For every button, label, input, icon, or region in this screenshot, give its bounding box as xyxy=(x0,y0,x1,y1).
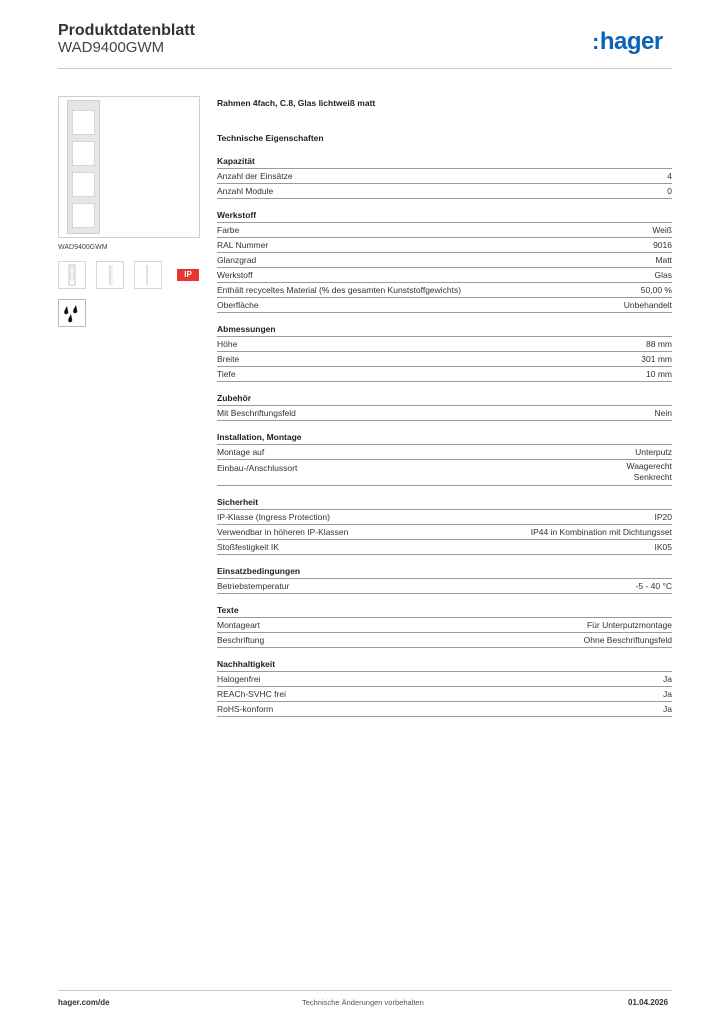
spec-section-title: Werkstoff xyxy=(217,209,672,223)
spec-value xyxy=(655,253,672,267)
spec-value-line: Nein xyxy=(654,408,672,418)
spec-value xyxy=(624,298,672,312)
spec-value xyxy=(655,510,673,524)
spec-sections xyxy=(217,155,672,717)
water-drops-icon xyxy=(58,299,86,327)
spec-value-line: Weiß xyxy=(652,225,672,235)
spec-value xyxy=(655,268,672,282)
drawing-back-icon xyxy=(135,262,161,288)
hager-logo[interactable] xyxy=(592,28,663,56)
product-code: WAD9400GWM xyxy=(58,39,165,56)
spec-section-title: Zubehör xyxy=(217,392,672,406)
spec-value-line: 0 xyxy=(667,186,672,196)
spec-value xyxy=(584,633,672,647)
spec-section xyxy=(217,209,672,313)
footer-date: 01.04.2026 xyxy=(628,998,669,1007)
spec-label: REACh-SVHC frei xyxy=(217,689,286,699)
spec-value-line: Glas xyxy=(654,270,672,280)
spec-label: Enthält recyceltes Material (% des gesamten Kunststoffgewichts) xyxy=(217,285,462,295)
spec-value xyxy=(667,184,672,198)
spec-value-line: 10 mm xyxy=(646,369,672,379)
spec-label: Betriebstemperatur xyxy=(217,581,290,591)
footer-website-link[interactable]: hager.com/de xyxy=(58,998,110,1007)
specifications xyxy=(217,96,672,717)
spec-value xyxy=(655,406,672,420)
ip-rating-icon: IP xyxy=(177,269,199,281)
spec-section xyxy=(217,431,672,486)
spec-row xyxy=(217,633,672,648)
thumbnail-drawing-front[interactable] xyxy=(58,261,86,289)
spec-row xyxy=(217,510,672,525)
spec-section-title: Einsatzbedingungen xyxy=(217,565,672,579)
spec-label: Anzahl Module xyxy=(217,186,274,196)
frame-cell xyxy=(72,203,95,228)
spec-label: Höhe xyxy=(217,339,238,349)
spec-section-title: Texte xyxy=(217,604,672,618)
spec-label: Werkstoff xyxy=(217,270,253,280)
footer-disclaimer: Technische Änderungen vorbehalten xyxy=(302,998,424,1007)
spec-value-line: 4 xyxy=(667,171,672,181)
spec-label: IP-Klasse (Ingress Protection) xyxy=(217,512,330,522)
spec-row xyxy=(217,460,672,486)
spec-label: RoHS-konform xyxy=(217,704,274,714)
spec-value xyxy=(655,540,673,554)
spec-label: Montage auf xyxy=(217,447,265,457)
spec-label: Mit Beschriftungsfeld xyxy=(217,408,296,418)
spec-value xyxy=(641,283,672,297)
spec-value xyxy=(636,579,672,593)
spec-label: Verwendbar in höheren IP-Klassen xyxy=(217,527,349,537)
spec-row xyxy=(217,367,672,382)
spec-row xyxy=(217,445,672,460)
spec-row xyxy=(217,687,672,702)
thumbnail-drawing-back[interactable] xyxy=(134,261,162,289)
spec-value-line: IP44 in Kombination mit Dichtungsset xyxy=(530,527,672,537)
spec-value xyxy=(646,367,672,381)
spec-row xyxy=(217,238,672,253)
spec-value-line: 50,00 % xyxy=(640,285,672,295)
spec-value xyxy=(587,618,672,632)
spec-label: Tiefe xyxy=(217,369,236,379)
spec-row xyxy=(217,337,672,352)
spec-value-line: Ja xyxy=(663,704,672,714)
spec-section-title: Installation, Montage xyxy=(217,431,672,445)
spec-value-line: 88 mm xyxy=(646,339,672,349)
spec-value-line: 301 mm xyxy=(641,354,672,364)
spec-row xyxy=(217,540,672,555)
spec-value-line: Ohne Beschriftungsfeld xyxy=(583,635,672,645)
page-title: Produktdatenblatt xyxy=(58,22,195,39)
spec-row xyxy=(217,579,672,594)
spec-row xyxy=(217,525,672,540)
spec-row xyxy=(217,702,672,717)
frame-cell xyxy=(72,172,95,197)
product-image xyxy=(58,96,200,238)
spec-section-title: Kapazität xyxy=(217,155,672,169)
spec-label: Beschriftung xyxy=(217,635,265,645)
spec-section xyxy=(217,323,672,382)
spec-label: Farbe xyxy=(217,225,240,235)
spec-value xyxy=(667,169,672,183)
spec-value xyxy=(663,672,672,686)
spec-value-line: Ja xyxy=(663,689,672,699)
spec-value-line: Matt xyxy=(655,255,672,265)
spec-row xyxy=(217,672,672,687)
spec-value-line: Unbehandelt xyxy=(623,300,672,310)
image-caption: WAD9400GWM xyxy=(58,244,108,251)
spec-value-line: IP20 xyxy=(654,512,672,522)
spec-value-line: Ja xyxy=(663,674,672,684)
logo-text: hager xyxy=(599,28,663,55)
spec-value xyxy=(531,525,672,539)
spec-section xyxy=(217,155,672,199)
product-title: Rahmen 4fach, C.8, Glas lichtweiß matt xyxy=(217,98,376,108)
spec-value-line: 9016 xyxy=(653,240,672,250)
spec-section-title: Sicherheit xyxy=(217,496,672,510)
spec-row xyxy=(217,352,672,367)
footer-divider xyxy=(58,990,672,991)
spec-label: Stoßfestigkeit IK xyxy=(217,542,279,552)
spec-row xyxy=(217,283,672,298)
spec-value-line: Senkrecht xyxy=(633,472,672,482)
spec-value xyxy=(641,352,672,366)
spec-value xyxy=(635,445,672,459)
spec-value xyxy=(663,702,672,716)
spec-row xyxy=(217,184,672,199)
spec-section-title: Nachhaltigkeit xyxy=(217,658,672,672)
spec-row xyxy=(217,298,672,313)
spec-label: Oberfläche xyxy=(217,300,259,310)
header-divider xyxy=(58,68,672,69)
spec-row xyxy=(217,253,672,268)
spec-value-line: Für Unterputzmontage xyxy=(586,620,672,630)
spec-value-line: -5 - 40 °C xyxy=(635,581,672,591)
spec-row xyxy=(217,268,672,283)
logo-dots-icon: : xyxy=(592,29,599,54)
drawing-side-icon xyxy=(97,262,123,288)
spec-value xyxy=(652,223,672,237)
spec-label: Montageart xyxy=(217,620,260,630)
spec-value-line: Unterputz xyxy=(635,447,672,457)
spec-section-title: Abmessungen xyxy=(217,323,672,337)
spec-label: Glanzgrad xyxy=(217,255,257,265)
frame-cell xyxy=(72,110,95,135)
spec-section xyxy=(217,604,672,648)
spec-section xyxy=(217,658,672,717)
spec-value xyxy=(646,337,672,351)
spec-value xyxy=(653,238,672,252)
spec-label: Breite xyxy=(217,354,240,364)
spec-row xyxy=(217,406,672,421)
spec-row xyxy=(217,223,672,238)
spec-row xyxy=(217,169,672,184)
spec-section xyxy=(217,565,672,594)
spec-section xyxy=(217,496,672,555)
spec-label: Halogenfrei xyxy=(217,674,261,684)
section-heading: Technische Eigenschaften xyxy=(217,133,324,143)
thumbnail-drawing-side[interactable] xyxy=(96,261,124,289)
spec-label: Einbau-/Anschlussort xyxy=(217,463,298,473)
spec-value-line: IK05 xyxy=(654,542,672,552)
spec-label: RAL Nummer xyxy=(217,240,269,250)
spec-value xyxy=(626,461,672,483)
frame-illustration xyxy=(67,100,100,234)
spec-value-line: Waagerecht xyxy=(626,461,672,471)
spec-row xyxy=(217,618,672,633)
spec-label: Anzahl der Einsätze xyxy=(217,171,293,181)
spec-section xyxy=(217,392,672,421)
frame-cell xyxy=(72,141,95,166)
spec-value xyxy=(663,687,672,701)
drawing-front-icon xyxy=(59,262,85,288)
